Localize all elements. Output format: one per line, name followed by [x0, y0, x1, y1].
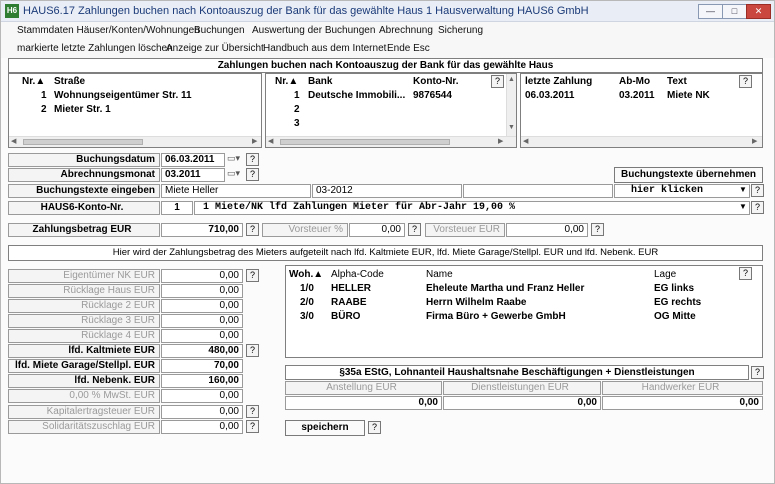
- s35a-title: §35a EStG, Lohnanteil Haushaltsnahe Beschäftigungen + Dienstleistungen: [285, 365, 749, 380]
- scroll-right-icon[interactable]: ▶: [752, 138, 758, 145]
- col-ab-mo[interactable]: Ab-Mo: [619, 76, 651, 87]
- mwst-input[interactable]: 0,00: [161, 389, 243, 403]
- buchungstext-1-input[interactable]: Miete Heller: [161, 184, 311, 198]
- houses-hscroll[interactable]: [9, 136, 261, 147]
- soli-help[interactable]: ?: [246, 420, 259, 433]
- tenant-location[interactable]: EG links: [654, 283, 695, 294]
- banner: Zahlungen buchen nach Kontoauszug der Bank für das gewählte Haus: [8, 58, 763, 73]
- scroll-left-icon[interactable]: ◀: [11, 138, 17, 145]
- scroll-right-icon[interactable]: ▶: [498, 138, 504, 145]
- toolbar-menu: [1, 40, 774, 58]
- konto-help[interactable]: ?: [751, 201, 764, 214]
- buchungstexte-help[interactable]: ?: [751, 184, 764, 197]
- scroll-down-icon[interactable]: ▼: [508, 124, 515, 131]
- menu-manual[interactable]: Handbuch aus dem Internet: [263, 43, 387, 54]
- zahlungsbetrag-help[interactable]: ?: [246, 223, 259, 236]
- title-bar: [1, 1, 774, 22]
- split-label: Rücklage 2 EUR: [8, 299, 160, 313]
- scroll-right-icon[interactable]: ▶: [252, 138, 258, 145]
- bank-name[interactable]: Deutsche Immobili...: [308, 90, 406, 101]
- garage-label: lfd. Miete Garage/Stellpl. EUR: [8, 359, 160, 373]
- col-bank[interactable]: Bank: [308, 76, 333, 87]
- nebenkosten-label: lfd. Nebenk. EUR: [8, 374, 160, 388]
- buchungstext-2-input[interactable]: 03-2012: [312, 184, 462, 198]
- menu-exit[interactable]: Ende Esc: [387, 43, 430, 54]
- tenant-location[interactable]: EG rechts: [654, 297, 702, 308]
- handwerker-label: Handwerker EUR: [602, 381, 763, 395]
- konto-label: HAUS6-Konto-Nr.: [8, 201, 160, 215]
- tenants-list[interactable]: [285, 265, 763, 358]
- house-nr: 1: [41, 90, 47, 101]
- abrechnungsmonat-input[interactable]: 03.2011: [161, 168, 225, 182]
- nebenkosten-input[interactable]: 160,00: [161, 374, 243, 388]
- split-label: Eigentümer NK EUR: [8, 269, 160, 283]
- kaltmiete-input[interactable]: 480,00: [161, 344, 243, 358]
- scroll-up-icon[interactable]: ▲: [508, 76, 515, 83]
- anstellung-input[interactable]: 0,00: [285, 396, 442, 410]
- scroll-left-icon[interactable]: ◀: [268, 138, 274, 145]
- vorsteuer-pct-input[interactable]: 0,00: [349, 223, 405, 237]
- tenant-code[interactable]: RAABE: [331, 297, 367, 308]
- banks-help-button[interactable]: ?: [491, 75, 504, 88]
- col-text[interactable]: Text: [667, 76, 687, 87]
- menu-delete-payments[interactable]: markierte letzte Zahlungen löschen: [17, 43, 173, 54]
- s35a-help[interactable]: ?: [751, 366, 764, 379]
- scroll-thumb[interactable]: [280, 139, 450, 145]
- tenant-unit[interactable]: 2/0: [300, 297, 314, 308]
- tenant-unit[interactable]: 1/0: [300, 283, 314, 294]
- vorsteuer-eur-label: Vorsteuer EUR: [425, 223, 505, 237]
- split-label: Rücklage Haus EUR: [8, 284, 160, 298]
- buchungsdatum-help[interactable]: ?: [246, 153, 259, 166]
- soli-input[interactable]: 0,00: [161, 420, 243, 434]
- split-value[interactable]: 0,00: [161, 329, 243, 343]
- tenants-help-button[interactable]: ?: [739, 267, 752, 280]
- split-label: Rücklage 4 EUR: [8, 329, 160, 343]
- vorsteuer-pct-help[interactable]: ?: [408, 223, 421, 236]
- hier-klicken-dropdown[interactable]: hier klicken: [614, 184, 750, 198]
- window-title: HAUS6.17 Zahlungen buchen nach Kontoauszug der Bank für das gewählte Haus 1 Hausverwaltung HAUS6 GmbH: [23, 5, 589, 17]
- payment-month[interactable]: 03.2011: [619, 90, 655, 101]
- tenant-name[interactable]: Firma Büro + Gewerbe GmbH: [426, 311, 566, 322]
- app-icon: H6: [5, 4, 19, 18]
- col-lage[interactable]: Lage: [654, 269, 677, 280]
- close-button[interactable]: ✕: [746, 4, 771, 19]
- kapitalertragsteuer-help[interactable]: ?: [246, 405, 259, 418]
- col-nr[interactable]: Nr.▲: [22, 76, 46, 87]
- bank-nr: 2: [294, 104, 300, 115]
- kaltmiete-label: lfd. Kaltmiete EUR: [8, 344, 160, 358]
- kapitalertragsteuer-input[interactable]: 0,00: [161, 405, 243, 419]
- chevron-down-icon[interactable]: ▼: [739, 185, 747, 194]
- chevron-down-icon[interactable]: ▼: [739, 202, 747, 211]
- vorsteuer-pct-label: Vorsteuer %: [262, 223, 348, 237]
- zahlungsbetrag-label: Zahlungsbetrag EUR: [8, 223, 160, 237]
- minimize-button[interactable]: —: [698, 4, 723, 19]
- menu-buchungen[interactable]: Buchungen: [194, 25, 245, 36]
- maximize-button[interactable]: □: [722, 4, 747, 19]
- zahlungsbetrag-input[interactable]: 710,00: [161, 223, 243, 237]
- abrechnungsmonat-label: Abrechnungsmonat: [8, 168, 160, 182]
- split-value[interactable]: 0,00: [161, 269, 243, 283]
- buchungstexte-label: Buchungstexte eingeben: [8, 184, 160, 198]
- house-street[interactable]: Wohnungseigentümer Str. 11: [54, 90, 192, 101]
- menu-sicherung[interactable]: Sicherung: [438, 25, 484, 36]
- scroll-thumb[interactable]: [23, 139, 143, 145]
- split-value[interactable]: 0,00: [161, 284, 243, 298]
- calendar-dropdown-icon[interactable]: ▭▾: [227, 153, 241, 163]
- split-label: Rücklage 3 EUR: [8, 314, 160, 328]
- kaltmiete-help[interactable]: ?: [246, 344, 259, 357]
- col-name[interactable]: Name: [426, 269, 453, 280]
- house-street[interactable]: Mieter Str. 1: [54, 104, 111, 115]
- garage-input[interactable]: 70,00: [161, 359, 243, 373]
- konto-nr-input[interactable]: 1: [161, 201, 193, 215]
- col-alpha-code[interactable]: Alpha-Code: [331, 269, 384, 280]
- tenant-location[interactable]: OG Mitte: [654, 311, 696, 322]
- vorsteuer-eur-input[interactable]: 0,00: [506, 223, 588, 237]
- buchungsdatum-label: Buchungsdatum: [8, 153, 160, 167]
- mwst-label: 0,00 % MwSt. EUR: [8, 389, 160, 403]
- split-help[interactable]: ?: [246, 269, 259, 282]
- tenant-code[interactable]: BÜRO: [331, 311, 361, 322]
- last-payments-list[interactable]: [520, 73, 763, 148]
- buchungstexte-uebernehmen-button[interactable]: Buchungstexte übernehmen: [614, 167, 763, 183]
- menu-bar: [1, 22, 774, 40]
- payment-date[interactable]: 06.03.2011: [525, 90, 575, 101]
- col-letzte-zahlung[interactable]: letzte Zahlung: [525, 76, 593, 87]
- calendar-dropdown-icon[interactable]: ▭▾: [227, 168, 241, 178]
- lastpay-help-button[interactable]: ?: [739, 75, 752, 88]
- bank-nr: 1: [294, 90, 300, 101]
- menu-auswertung[interactable]: Auswertung der Buchungen: [252, 25, 376, 36]
- tenant-code[interactable]: HELLER: [331, 283, 371, 294]
- tenant-unit[interactable]: 3/0: [300, 311, 314, 322]
- handwerker-input[interactable]: 0,00: [602, 396, 763, 410]
- buchungsdatum-input[interactable]: 06.03.2011: [161, 153, 225, 167]
- menu-abrechnung[interactable]: Abrechnung: [379, 25, 433, 36]
- bank-account[interactable]: 9876544: [413, 90, 452, 101]
- split-value[interactable]: 0,00: [161, 299, 243, 313]
- vorsteuer-eur-help[interactable]: ?: [591, 223, 604, 236]
- lastpay-hscroll[interactable]: [521, 136, 762, 147]
- save-help[interactable]: ?: [368, 421, 381, 434]
- tenant-name[interactable]: Eheleute Martha und Franz Heller: [426, 283, 585, 294]
- anstellung-label: Anstellung EUR: [285, 381, 442, 395]
- tenant-name[interactable]: Herrn Wilhelm Raabe: [426, 297, 527, 308]
- dienstleistungen-input[interactable]: 0,00: [443, 396, 601, 410]
- houses-list[interactable]: [8, 73, 262, 148]
- menu-overview[interactable]: Anzeige zur Übersicht: [166, 43, 264, 54]
- col-nr[interactable]: Nr.▲: [275, 76, 299, 87]
- payment-text[interactable]: Miete NK: [667, 90, 710, 101]
- banks-hscroll[interactable]: [266, 136, 516, 147]
- col-strasse[interactable]: Straße: [54, 76, 86, 87]
- col-wohnung[interactable]: Woh.▲: [289, 269, 324, 280]
- banks-vscroll[interactable]: [506, 74, 516, 136]
- bank-nr: 3: [294, 118, 300, 129]
- scroll-left-icon[interactable]: ◀: [523, 138, 529, 145]
- menu-stammdaten[interactable]: Stammdaten Häuser/Konten/Wohnungen: [17, 25, 200, 36]
- house-nr: 2: [41, 104, 47, 115]
- split-value[interactable]: 0,00: [161, 314, 243, 328]
- abrechnungsmonat-help[interactable]: ?: [246, 168, 259, 181]
- buchungstext-3-input[interactable]: [463, 184, 613, 198]
- banks-list[interactable]: [265, 73, 517, 148]
- konto-select[interactable]: 1 Miete/NK lfd Zahlungen Mieter für Abr-Jahr 19,00 %: [194, 201, 750, 215]
- kapitalertragsteuer-label: Kapitalertragsteuer EUR: [8, 405, 160, 419]
- soli-label: Solidaritätszuschlag EUR: [8, 420, 160, 434]
- info-line: Hier wird der Zahlungsbetrag des Mieters aufgeteilt nach lfd. Kaltmiete EUR, lfd. Miete Garage/Stellpl. EUR und lfd. Nebenk. EUR: [8, 245, 763, 261]
- save-button[interactable]: speichern: [285, 420, 365, 436]
- col-konto[interactable]: Konto-Nr.: [413, 76, 459, 87]
- dienstleistungen-label: Dienstleistungen EUR: [443, 381, 601, 395]
